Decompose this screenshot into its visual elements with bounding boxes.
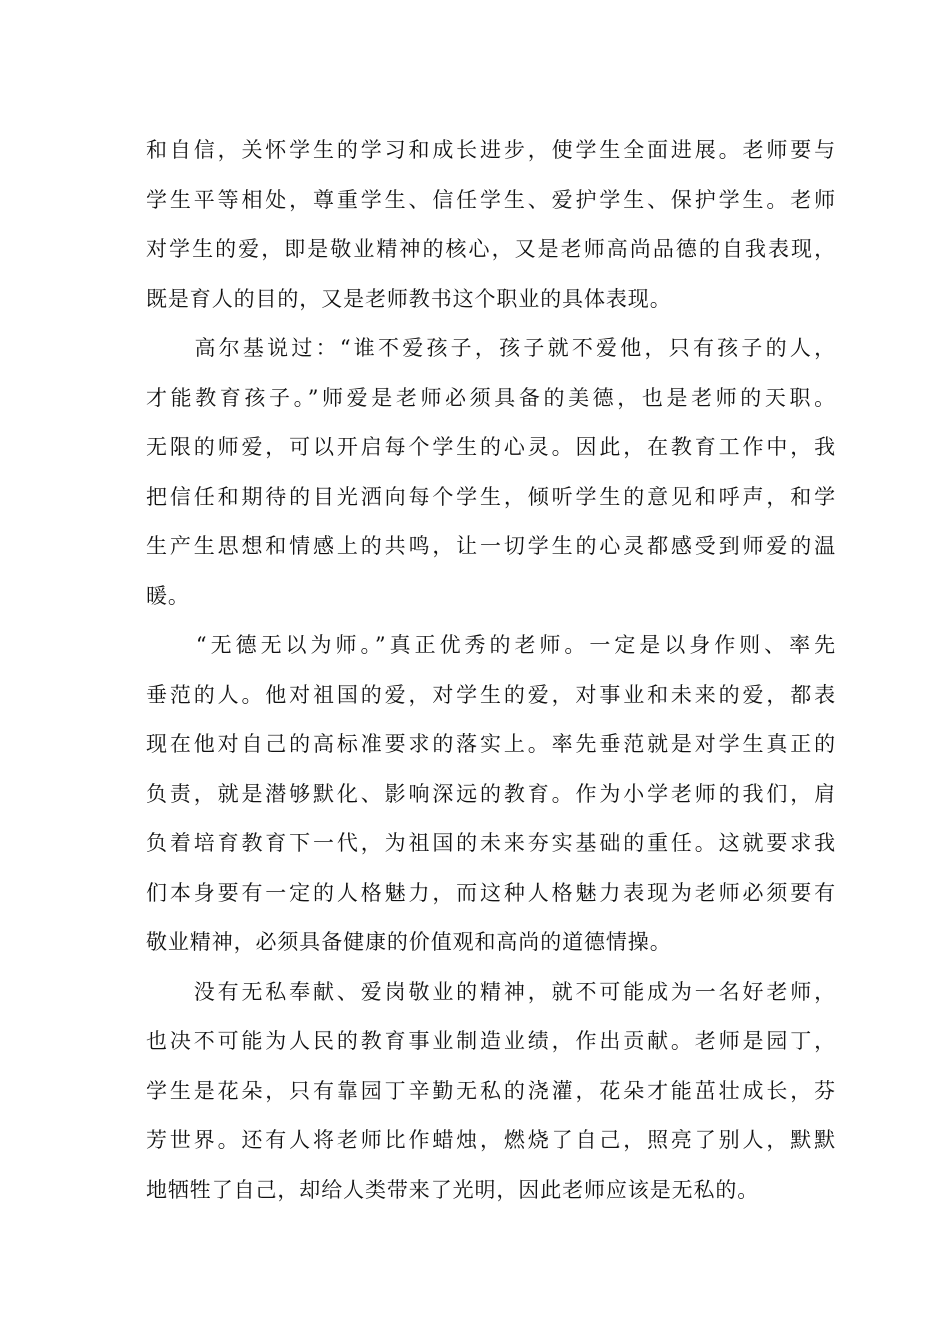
text-line: 也决不可能为人民的教育事业制造业绩，作出贡献。老师是园丁， <box>146 1029 836 1053</box>
text-line: 学生平等相处，尊重学生、信任学生、爱护学生、保护学生。老师 <box>146 187 836 212</box>
text-line: 芳世界。还有人将老师比作蜡烛，燃烧了自己，照亮了别人，默默 <box>146 1128 836 1152</box>
text-line: 敬业精神，必须具备健康的价值观和高尚的道德情操。 <box>146 930 672 954</box>
text-line: 学生是花朵，只有靠园丁辛勤无私的浇灌，花朵才能茁壮成长，芬 <box>146 1078 836 1103</box>
text-line: 现在他对自己的高标准要求的落实上。率先垂范就是对学生真正的 <box>146 732 836 756</box>
text-line: 地牺牲了自己，却给人类带来了光明，因此老师应该是无私的。 <box>146 1177 760 1202</box>
text-line: “无德无以为师。”真正优秀的老师。一定是以身作则、率先 <box>146 633 836 657</box>
body-text <box>146 126 836 1215</box>
text-line: 无限的师爱，可以开启每个学生的心灵。因此，在教育工作中，我 <box>146 435 836 459</box>
text-line: 垂范的人。他对祖国的爱，对学生的爱，对事业和未来的爱，都表 <box>146 682 836 707</box>
text-line: 和自信，关怀学生的学习和成长进步，使学生全面进展。老师要与 <box>146 138 836 162</box>
text-line: 负责，就是潜够默化、影响深远的教育。作为小学老师的我们，肩 <box>146 781 836 806</box>
text-line: 负着培育教育下一代，为祖国的未来夯实基础的重任。这就要求我 <box>146 831 836 855</box>
text-line: 暖。 <box>146 583 190 608</box>
text-line: 没有无私奉献、爱岗敬业的精神，就不可能成为一名好老师， <box>146 979 836 1004</box>
text-line: 高尔基说过：“谁不爱孩子，孩子就不爱他，只有孩子的人， <box>146 336 836 360</box>
text-line: 对学生的爱，即是敬业精神的核心，又是老师高尚品德的自我表现， <box>146 237 836 261</box>
text-line: 既是育人的目的，又是老师教书这个职业的具体表现。 <box>146 286 672 311</box>
text-line: 生产生思想和情感上的共鸣，让一切学生的心灵都感受到师爱的温 <box>146 534 836 558</box>
text-line: 们本身要有一定的人格魅力，而这种人格魅力表现为老师必须要有 <box>146 880 836 905</box>
text-line: 把信任和期待的目光洒向每个学生，倾听学生的意见和呼声，和学 <box>146 484 836 509</box>
text-line: 才能教育孩子。”师爱是老师必须具备的美德，也是老师的天职。 <box>146 385 836 410</box>
